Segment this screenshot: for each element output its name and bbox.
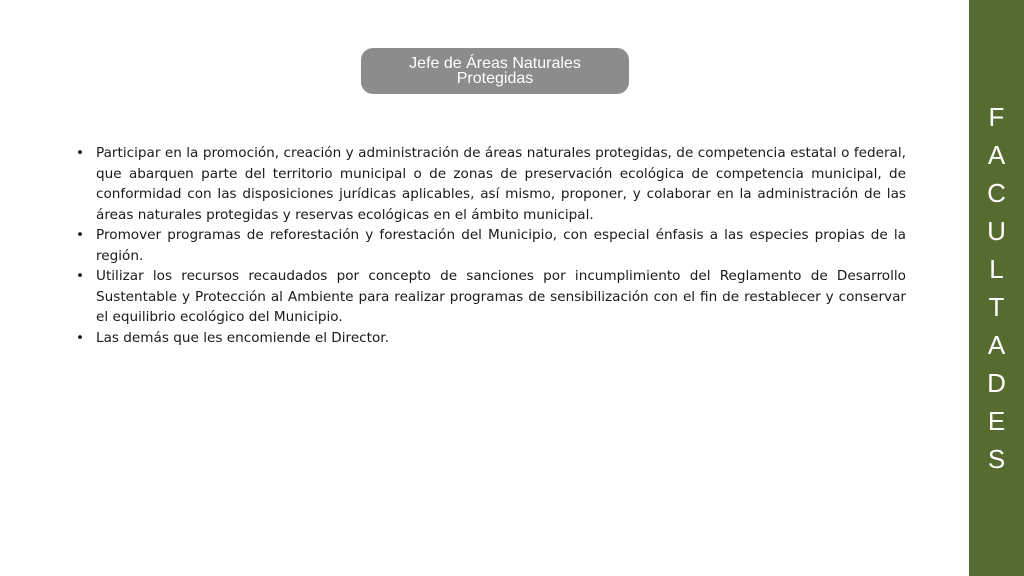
sidebar-letter: D	[987, 368, 1006, 398]
duty-text: Las demás que les encomiende el Director.	[96, 329, 389, 346]
section-title-line-2: Protegidas	[456, 70, 534, 87]
sidebar-letter: A	[987, 330, 1006, 360]
facultades-sidebar	[969, 0, 1024, 576]
bullet-icon: •	[76, 227, 85, 243]
section-title-line-1: Jefe de Áreas Naturales	[409, 55, 581, 72]
duty-item	[76, 143, 906, 225]
sidebar-letter: E	[987, 406, 1006, 436]
duty-item	[76, 266, 906, 328]
sidebar-letter: U	[987, 216, 1006, 246]
sidebar-letter: A	[987, 140, 1006, 170]
duties-list	[76, 143, 906, 348]
sidebar-letter: F	[988, 102, 1005, 132]
sidebar-letter: L	[989, 254, 1004, 284]
duty-item	[76, 225, 906, 266]
duty-item	[76, 328, 906, 349]
sidebar-letter: C	[987, 178, 1006, 208]
duty-text: Participar en la promoción, creación y administración de áreas naturales protegidas, de competencia estatal o federal, que abarquen parte del territorio municipal o de zonas de preservación ecológica de competencia municipal, de conformidad con las disposiciones jurídicas aplicables, así mismo, proponer, y colaborar en la administración de las áreas naturales protegidas y reservas ecológicas en el ámbito municipal.	[96, 145, 906, 223]
bullet-icon: •	[76, 268, 85, 284]
duty-text: Utilizar los recursos recaudados por concepto de sanciones por incumplimiento del Reglamento de Desarrollo Sustentable y Protección al Ambiente para realizar programas de sensibilización con el fin de restablecer y conservar el equilibrio ecológico del Municipio.	[96, 268, 906, 325]
sidebar-letter: T	[988, 292, 1005, 322]
sidebar-letter: S	[987, 444, 1006, 474]
bullet-icon: •	[76, 329, 85, 346]
bullet-icon: •	[76, 145, 85, 161]
section-title-box	[361, 48, 629, 94]
duty-text: Promover programas de reforestación y forestación del Municipio, con especial énfasis a las especies propias de la región.	[96, 227, 906, 264]
